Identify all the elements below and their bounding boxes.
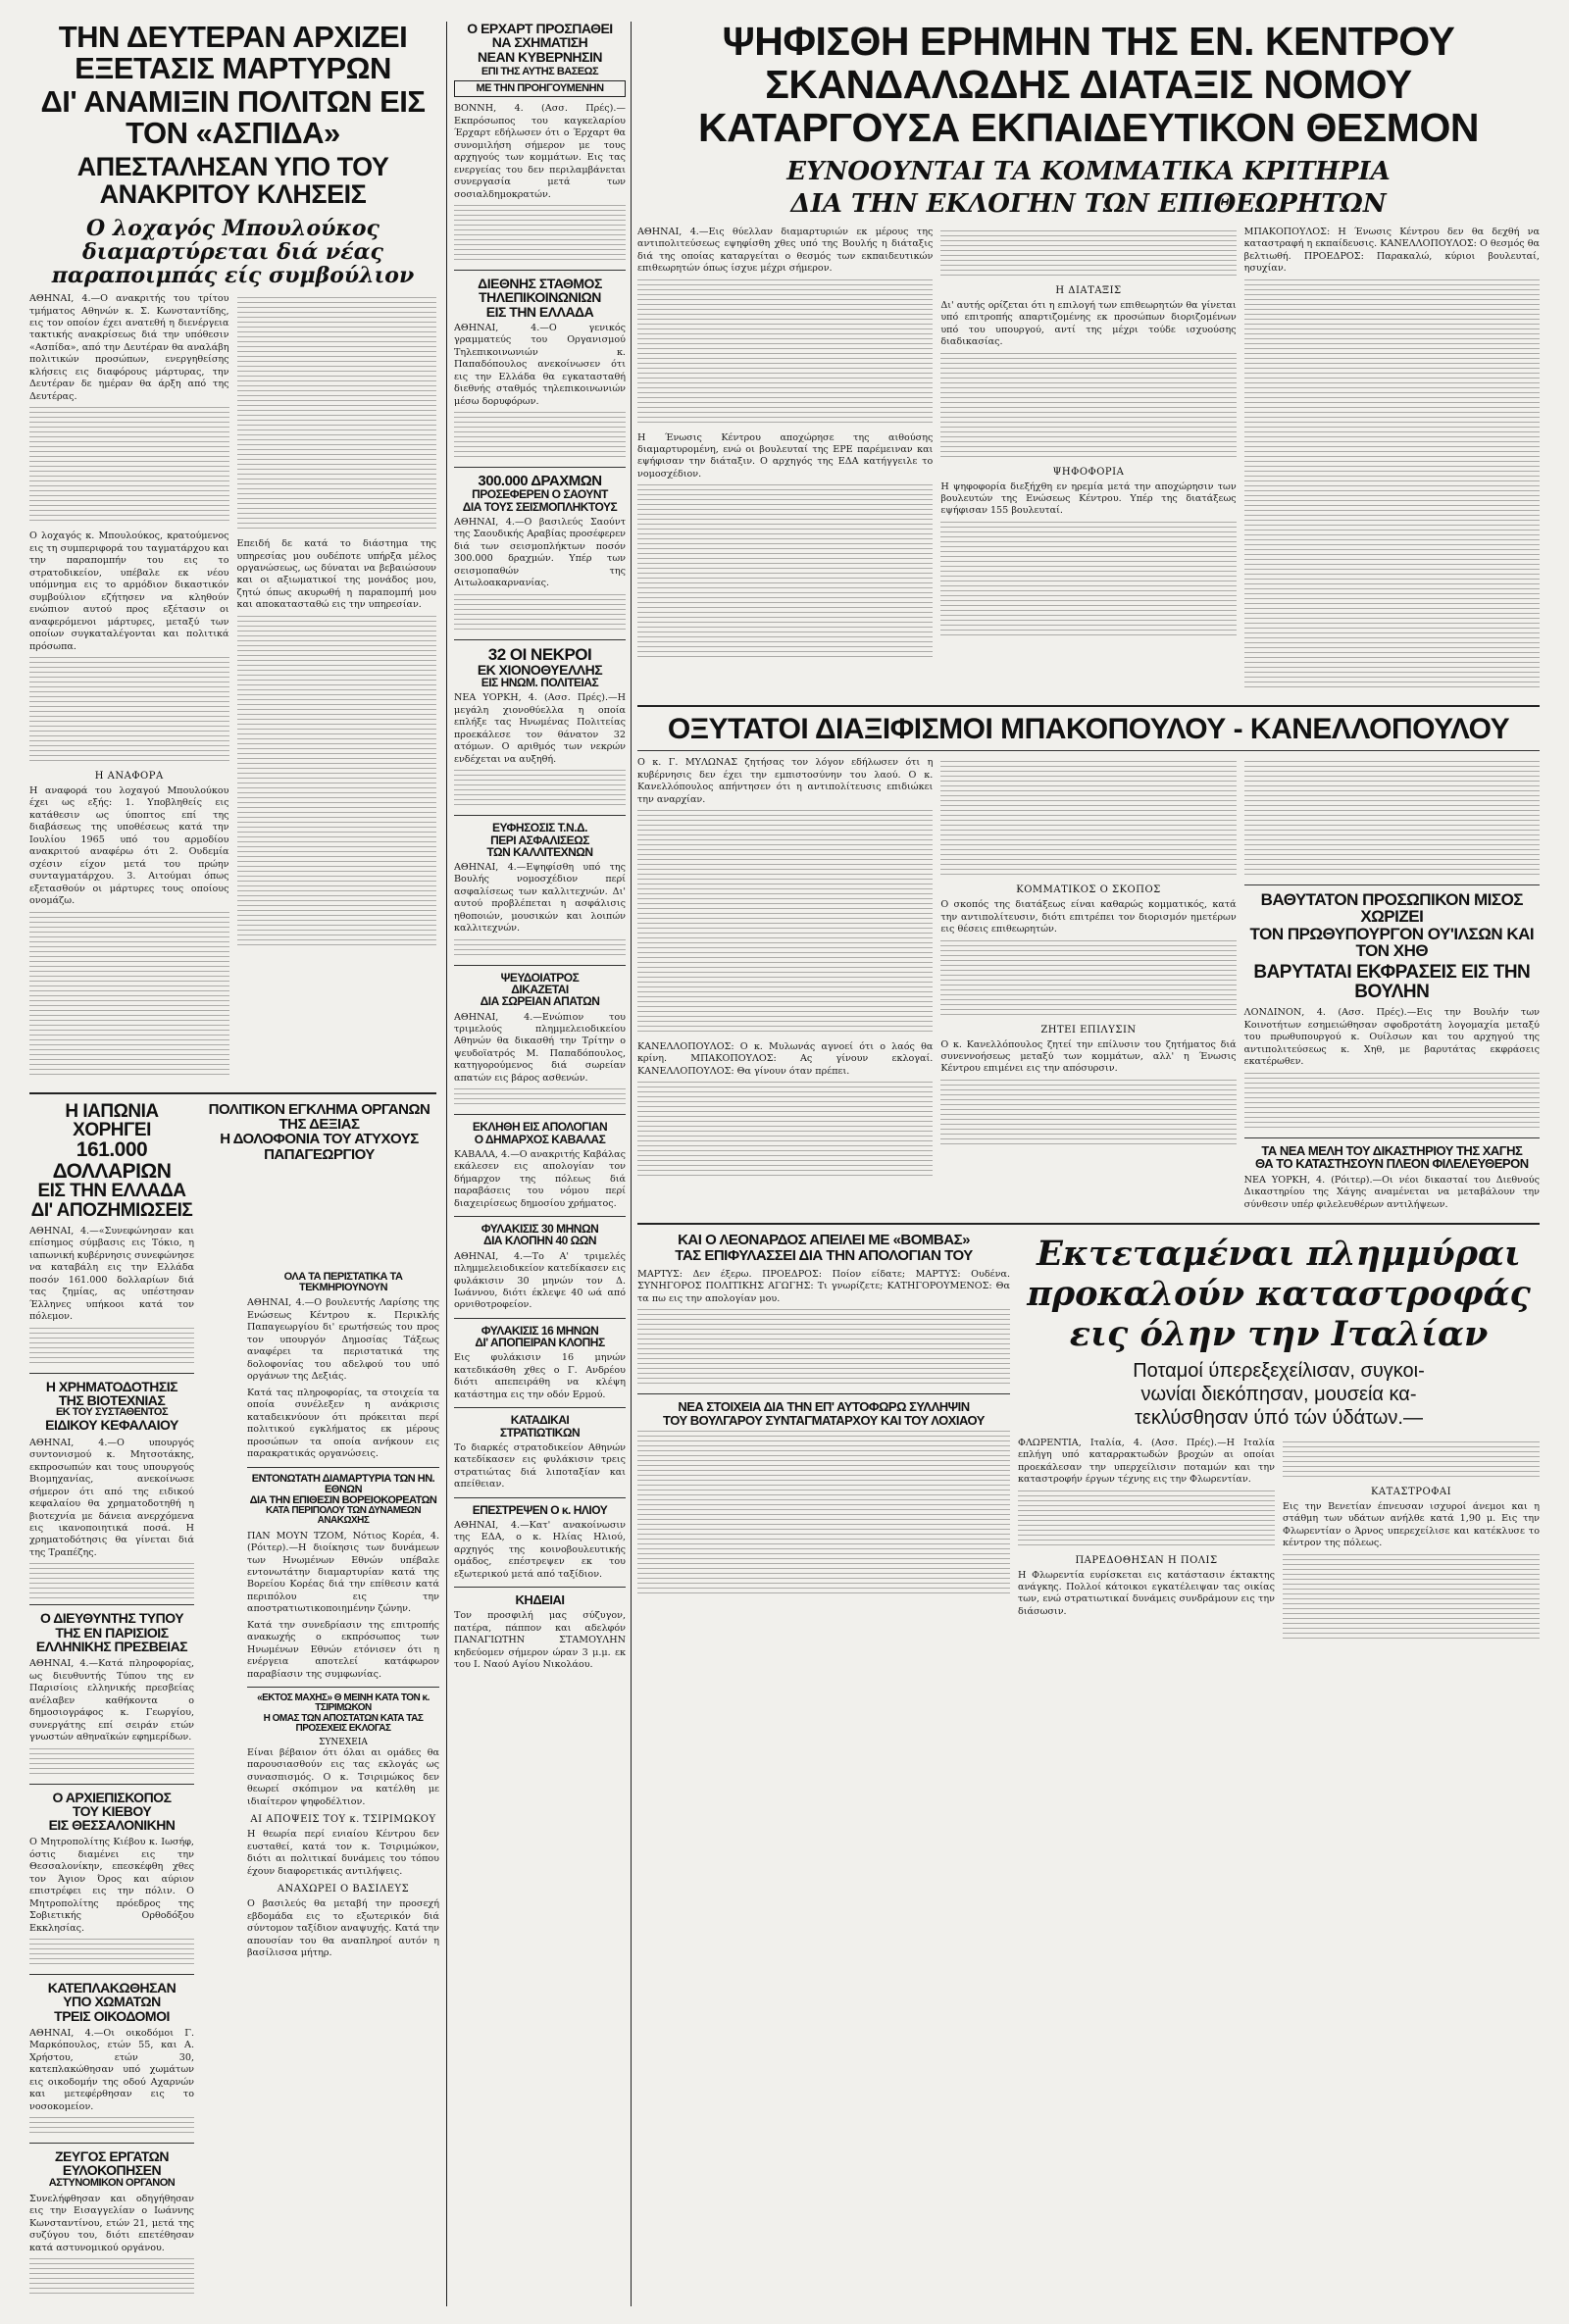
text-filler — [454, 939, 626, 959]
text-filler — [1244, 1073, 1540, 1132]
paragraph: Είναι βέβαιον ότι όλαι αι ομάδες θα παρουσιασθούν εις τας εκλογάς ως συνασπισμός. Ο κ. Τσιριμώκος δεν θεωρεί σκόπιμον να κατέλθη με ιδιαίτερον ψηφοδέλτιον. — [247, 1746, 439, 1807]
headline-saud-1: 300.000 ΔΡΑΧΜΩΝ — [478, 473, 602, 490]
text-filler — [637, 279, 933, 427]
headline-couple-3: ΑΣΤΥΝΟΜΙΚΟΝ ΟΡΓΑΝΟΝ — [48, 2176, 176, 2189]
headline-japan-2: 161.000 ΔΟΛΛΑΡΙΩΝ — [52, 1138, 172, 1183]
headline-mayor-1: ΕΚΛΗΘΗ ΕΙΣ ΑΠΟΛΟΓΙΑΝ — [472, 1120, 608, 1135]
paragraph: Επειδή δε κατά το διάστημα της υπηρεσίας μου ουδέποτε υπήρξα μέλος οργανώσεως, ως δύναται να βεβαιώσουν και οι αξιωματικοί της μονάδος μου, ζητώ όπως ακυρωθή η παραπομπή μου και αποκατασταθώ εις την υπηρεσίαν. — [236, 538, 436, 611]
paragraph: Ο κ. Κανελλόπουλος ζητεί την επίλυσιν του ζητήματος διά συνεννοήσεως μεταξύ των κομμάτων, αλλ' η Ένωσις Κέντρου επιμένει εις την απόσυρσιν. — [940, 1038, 1237, 1075]
headline-mayor-2: Ο ΔΗΜΑΡΧΟΣ ΚΑΒΑΛΑΣ — [474, 1132, 606, 1146]
text-filler — [454, 1088, 626, 1108]
paragraph: Εις φυλάκισιν 16 μηνών κατεδικάσθη χθες ο Γ. Ανδρέου διότι απεπειράθη να κλέψη κατάστημα εις την οδόν Ερμού. — [454, 1352, 626, 1400]
headline-iliou: ΕΠΕΣΤΡΕΨΕΝ Ο κ. ΗΛΙΟΥ — [472, 1502, 608, 1517]
paragraph: ΑΘΗΝΑΙ, 4.—Κατά πληροφορίας, ως διευθυντής Τύπου της εν Παρισίοις ελληνικής πρεσβείας ανέλαβεν καθήκοντα ο δημοσιογράφος κ. Γεωργίου, συνεργάτης επί σειράν ετών γνωστών αθηναϊκών εφημερίδων. — [29, 1658, 194, 1743]
paragraph: Ο κ. Γ. ΜΥΛΩΝΑΣ ζητήσας τον λόγον εδήλωσεν ότι η κυβέρνησις δεν έχει την εμπιστοσύνην του λαού. Ο κ. Κανελλόπουλος απήντησεν ότι η αντιπολίτευσις επιδιώκει την αναρχίαν. — [637, 757, 934, 805]
divider — [1244, 884, 1540, 885]
paragraph: ΑΘΗΝΑΙ, 4.—«Συνεφώνησαν και επίσημος σύμβασις εις Τόκιο, η ιαπωνική κυβέρνησις συνεφώνησε να καταβάλη εις την Ελλάδα ποσόν 161.000 δολλαρίων διά τας ζημίας, ας υπέστησαν Έλληνες υπήκοοι κατά τον πόλεμον. — [29, 1225, 194, 1323]
headline-japan-3: ΕΙΣ ΤΗΝ ΕΛΛΑΔΑ — [37, 1181, 186, 1202]
headline-kiev-1: Ο ΑΡΧΙΕΠΙΣΚΟΠΟΣ — [52, 1789, 172, 1805]
paragraph: Συνελήφθησαν και οδηγήθησαν εις την Εισαγγελίαν ο Ιωάννης Κωνσταντίνου, ετών 21, μετά της συζύγου του, διότι επετέθησαν κατά αστυνομικού οργάνου. — [29, 2193, 194, 2253]
text-filler — [940, 761, 1236, 879]
headline-clashes: ΟΞΥΤΑΤΟΙ ΔΙΑΞΙΦΙΣΜΟΙ ΜΠΑΚΟΠΟΥΛΟΥ - ΚΑΝΕΛΛΟΠΟΥΛΟΥ — [667, 712, 1510, 745]
paragraph: ΦΛΩΡΕΝΤΙΑ, Ιταλία, 4. (Ασσ. Πρές).—Η Ιταλία επλήγη υπό καταρρακτωδών βροχών αι οποίαι προεκάλεσαν την υπερχείλισιν ποταμών και την καταστροφήν έργων τέχνης εις την Φλωρεντίαν. — [1018, 1437, 1275, 1486]
headline-fake-doctor-2: ΔΙΚΑΖΕΤΑΙ — [511, 983, 569, 997]
subhead-italy-line: τεκλύσθησαν ύπό τών ύδάτων.— — [1135, 1406, 1423, 1429]
text-filler — [637, 1431, 1010, 1597]
headline-fake-doctor-3: ΔΙΑ ΣΩΡΕΙΑΝ ΑΠΑΤΩΝ — [480, 994, 600, 1009]
text-filler — [637, 810, 933, 1036]
headline-bulgarian-1: ΝΕΑ ΣΤΟΙΧΕΙΑ ΔΙΑ ΤΗΝ ΕΠ' ΑΥΤΟΦΩΡΩ ΣΥΛΛΗΨΙΝ — [678, 1399, 970, 1415]
headline-dead-3: ΕΙΣ ΗΝΩΜ. ΠΟΛΙΤΕΙΑΣ — [481, 676, 599, 690]
paragraph: ΜΑΡΤΥΣ: Δεν έξερω. ΠΡΟΕΔΡΟΣ: Ποίον είδατε; ΜΑΡΤΥΣ: Ουδένα. ΣΥΝΗΓΟΡΟΣ ΠΟΛΙΤΙΚΗΣ ΑΓΩΓΗΣ: Τι γνωρίζετε; ΚΑΤΗΓΟΡΟΥΜΕΝΟΣ: Θα τα πω εις την απολογίαν μου. — [637, 1269, 1010, 1304]
headline-builders-1: ΚΑΤΕΠΛΑΚΩΘΗΣΑΝ — [47, 1980, 177, 1996]
headline-fake-doctor-1: ΨΕΥΔΟΙΑΤΡΟΣ — [500, 970, 580, 985]
headline-artists-1: ΕΥΦΗΣΟΣΙΣ Τ.Ν.Δ. — [492, 821, 587, 835]
paragraph: Η ψηφοφορία διεξήχθη εν ηρεμία μετά την αποχώρησιν των βουλευτών της Ενώσεως Κέντρου. Υπέρ της διατάξεως εψήφισαν 155 βουλευταί. — [940, 480, 1237, 517]
divider — [454, 965, 626, 966]
text-filler — [29, 657, 229, 765]
headline-korea-1: ΕΝΤΟΝΩΤΑΤΗ ΔΙΑΜΑΡΤΥΡΙΑ ΤΩΝ ΗΝ. ΕΘΝΩΝ — [251, 1472, 435, 1495]
headline-telecom-1: ΔΙΕΘΝΗΣ ΣΤΑΘΜΟΣ — [478, 275, 602, 291]
label-continued: ΣΥΝΕΧΕΙΑ — [319, 1737, 368, 1747]
text-filler — [940, 1080, 1236, 1148]
paragraph: ΑΘΗΝΑΙ, 4.—Ενώπιον του τριμελούς πλημμελειοδικείου Αθηνών θα δικασθή την Τρίτην ο ψευδοϊατρός Μ. Παπαδόπουλος, κατηγορούμενος διά σωρείαν απατών εις βάρος ασθενών. — [454, 1011, 626, 1084]
text-filler — [1244, 761, 1540, 879]
headline-artists-2: ΠΕΡΙ ΑΣΦΑΛΙΣΕΩΣ — [490, 833, 589, 847]
divider — [454, 639, 626, 640]
subhead-education-1: ΕΥΝΟΟΥΝΤΑΙ ΤΑ ΚΟΜΜΑΤΙΚΑ ΚΡΙΤΗΡΙΑ — [786, 157, 1391, 187]
text-filler — [940, 940, 1236, 1019]
paragraph: Το διαρκές στρατοδικείον Αθηνών κατεδίκασεν εις φυλάκισιν τρεις στρατιώτας διά λιποταξίαν και απείθειαν. — [454, 1441, 626, 1490]
lower-politics-block — [247, 1272, 439, 2306]
divider — [637, 1223, 1540, 1225]
headline-telecom-3: ΕΙΣ ΤΗΝ ΕΛΛΑΔΑ — [485, 303, 594, 320]
article-education-body — [637, 227, 1540, 697]
text-filler — [637, 1082, 933, 1180]
divider — [29, 1092, 436, 1094]
paragraph: Η αναφορά του λοχαγού Μπουλούκου έχει ως εξής: 1. Υποβληθείς εις κατάθεσιν ως ύποπτος επί της διαβάσεως της υποθέσεως κατά την Ιουλίου 1965 υπό του αρμοδίου ανακριτού αναφέρω ότι 2. Ουδεμία σχέσιν είχον μετά του πρώην συνταγματάρχου. 3. Αιτούμαι όπως εξετασθούν οι μάρτυρες τους οποίους ονομάζω. — [29, 784, 229, 907]
section-label-paredothi: ΠΑΡΕΔΟΘΗΣΑΝ Η ΠΟΛΙΣ — [1075, 1554, 1218, 1566]
divider — [454, 815, 626, 816]
text-filler — [454, 412, 626, 461]
section-label-psifoforia: ΨΗΦΟΦΟΡΙΑ — [1052, 466, 1125, 478]
text-filler — [29, 2258, 194, 2298]
paragraph: Δι' αυτής ορίζεται ότι η επιλογή των επιθεωρητών θα γίνεται υπό επιτροπής απαρτιζομένης εκ προσώπων διοριζομένων υπό του υπουργού, αντί της μέχρι τούδε ισχυούσης διαδικασίας. — [940, 299, 1237, 348]
paragraph: ΑΘΗΝΑΙ, 4.—Οι οικοδόμοι Γ. Μαρκόπουλος, ετών 55, και Α. Χρήστου, ετών 30, κατεπλακώθησαν υπό χωμάτων εις οικοδομήν της οδού Αχαρνών και μετεφέρθησαν εις το νοσοκομείον. — [29, 2027, 194, 2112]
paragraph: Η Ένωσις Κέντρου αποχώρησε της αιθούσης διαμαρτυρομένη, ενώ οι βουλευταί της ΕΡΕ παρέμειναν και εψήφισαν την διάταξιν. Ο αρχηγός της ΕΔΑ κατήγγειλε το νομοσχέδιον. — [637, 431, 934, 480]
subhead-italy-line: νωνίαι διεκόπησαν, μουσεία κα- — [1140, 1383, 1417, 1405]
headline-press-1: Ο ΔΙΕΥΘΥΝΤΗΣ ΤΥΠΟΥ — [39, 1610, 184, 1627]
headline-eggs-2: ΔΙΑ ΚΛΟΠΗΝ 40 ΩΩΝ — [482, 1234, 597, 1248]
paragraph: ΜΠΑΚΟΠΟΥΛΟΣ: Η Ένωσις Κέντρου δεν θα δεχθή να καταστραφή η εκπαίδευσις. ΚΑΝΕΛΛΟΠΟΥΛΟΣ: Ο θεσμός θα βελτιωθή. ΠΡΟΕΔΡΟΣ: Παρακαλώ, κύριοι βουλευταί, ησυχίαν. — [1243, 226, 1540, 275]
headline-press-2: ΤΗΣ ΕΝ ΠΑΡΙΣΙΟΙΣ — [55, 1624, 169, 1641]
headline-couple-1: ΖΕΥΓΟΣ ΕΡΓΑΤΩΝ — [55, 2148, 169, 2165]
headline-erhard-1: Ο ΕΡΧΑΡΤ ΠΡΟΣΠΑΘΕΙ — [467, 22, 613, 36]
divider — [637, 1393, 1010, 1394]
column-right — [637, 22, 1540, 2306]
text-filler — [1018, 1490, 1275, 1549]
headline-aspida-3: ΑΠΕΣΤΑΛΗΣΑΝ ΥΠΟ ΤΟΥ ΑΝΑΚΡΙΤΟΥ ΚΛΗΣΕΙΣ — [76, 152, 389, 209]
paragraph: Κατά τας πληροφορίας, τα στοιχεία τα οποία συνέλεξεν η ανάκρισις καταδεικνύουν ότι πρόκειται περί πολιτικού εγκλήματος εκ μέρους προσώπων τα οποία ανήκουν εις παρακρατικάς οργανώσεις. — [247, 1387, 439, 1460]
section-label-diataxis: Η ΔΙΑΤΑΞΙΣ — [1055, 284, 1122, 296]
headline-korea-3: ΚΑΤΑ ΠΕΡΙΠΟΛΟΥ ΤΩΝ ΔΥΝΑΜΕΩΝ ΑΝΑΚΩΧΗΣ — [265, 1505, 422, 1527]
section-label-anafora: Η ΑΝΑΦΟΡΑ — [94, 770, 164, 782]
headline-funerals: ΚΗΔΕΙΑΙ — [515, 1592, 565, 1608]
headline-viotexnia-3: ΕΚ ΤΟΥ ΣΥΣΤΑΘΕΝΤΟΣ — [55, 1406, 169, 1419]
headline-dead-1: 32 ΟΙ ΝΕΚΡΟΙ — [487, 644, 592, 664]
headline-artists-3: ΤΩΝ ΚΑΛΛΙΤΕΧΝΩΝ — [486, 844, 593, 859]
divider — [29, 1604, 194, 1605]
headline-italy-1: Εκτεταμέναι πλημμύραι — [1037, 1234, 1521, 1275]
article-aspida-body — [29, 293, 436, 1085]
headline-hague-1: ΤΑ ΝΕΑ ΜΕΛΗ ΤΟΥ ΔΙΚΑΣΤΗΡΙΟΥ ΤΗΣ ΧΑΓΗΣ — [1261, 1142, 1523, 1158]
paragraph: ΚΑΝΕΛΛΟΠΟΥΛΟΣ: Ο κ. Μυλωνάς αγνοεί ότι ο λαός θα κρίνη. ΜΠΑΚΟΠΟΥΛΟΣ: Ας γίνουν εκλογαί. ΚΑΝΕΛΛΟΠΟΥΛΟΣ: Θα γίνουν όταν πρέπει. — [637, 1040, 934, 1077]
headline-couple-2: ΕΥΛΟΚΟΠΗΣΕΝ — [62, 2162, 162, 2179]
headline-bulgarian-2: ΤΟΥ ΒΟΥΛΓΑΡΟΥ ΣΥΝΤΑΓΜΑΤΑΡΧΟΥ ΚΑΙ ΤΟΥ ΛΟΧΙΑΟΥ — [663, 1412, 985, 1428]
headline-papageorgiou-3: ΟΛΑ ΤΑ ΠΕΡΙΣΤΑΤΙΚΑ ΤΑ ΤΕΚΜΗΡΙΟΥΝΟΥΝ — [283, 1272, 403, 1294]
paragraph: ΝΕΑ ΥΟΡΚΗ, 4. (Ρόιτερ).—Οι νέοι δικασταί του Διεθνούς Δικαστηρίου της Χάγης αναμένεται να μεταβάλουν την σύνθεσιν υπέρ φιλελευθέρων αντιλήψεων. — [1243, 1175, 1540, 1210]
headline-tsirimokos-1: «ΕΚΤΟΣ ΜΑΧΗΣ» Θ ΜΕΙΝΗ ΚΑΤΑ ΤΟΝ κ. ΤΣΙΡΙΜΩΚΟΝ — [257, 1692, 430, 1714]
divider — [454, 467, 626, 468]
headline-theft-2: ΔΙ' ΑΠΟΠΕΙΡΑΝ ΚΛΟΠΗΣ — [475, 1336, 605, 1350]
divider — [454, 270, 626, 271]
paragraph: Εις την Βενετίαν έπνευσαν ισχυροί άνεμοι και η στάθμη των υδάτων ανήλθε κατά 1,90 μ. Εις την Φλωρεντίαν ο Άρνος υπερεχείλισε και κατέκλυσε το κέντρον της πόλεως. — [1283, 1500, 1540, 1549]
article-clashes-body — [637, 757, 1540, 1215]
divider — [454, 1216, 626, 1217]
headline-saud-3: ΔΙΑ ΤΟΥΣ ΣΕΙΣΜΟΠΛΗΚΤΟΥΣ — [462, 499, 618, 514]
paragraph: ΒΟΝΝΗ, 4. (Ασσ. Πρές).—Εκπρόσωπος του καγκελαρίου Έρχαρτ εδήλωσεν ότι ο Έρχαρτ θα συνομιλήση σήμερον με τους αρχηγούς των κομμάτων. Εις τας ενεργείας του δεν περιλαμβάνεται συνεργασία μετά των σοσιαλδημοκρατών. — [454, 103, 626, 200]
paragraph: Ο Μητροπολίτης Κιέβου κ. Ιωσήφ, όστις διαμένει εις την Θεσσαλονίκην, επεσκέφθη χθες τον Άγιον Όρος και αύριον επιστρέφει εις την πόλιν. Ο Μητροπολίτης πρόεδρος της Σοβιετικής Ορθοδόξου Εκκλησίας. — [29, 1837, 194, 1934]
divider — [29, 1373, 194, 1374]
paragraph: ΚΑΒΑΛΑ, 4.—Ο ανακριτής Καβάλας εκάλεσεν εις απολογίαν τον δήμαρχον της πόλεως διά παραβάσεις του νόμου περί διαχειρίσεως δημοσίου χρήματος. — [454, 1148, 626, 1209]
headline-education-1: ΨΗΦΙΣΘΗ ΕΡΗΜΗΝ ΤΗΣ ΕΝ. ΚΕΝΤΡΟΥ — [722, 22, 1455, 64]
text-filler — [1283, 1554, 1540, 1642]
paragraph: ΑΘΗΝΑΙ, 4.—Ο βασιλεύς Σαούντ της Σαουδικής Αραβίας προσέφερεν διά των σεισμοπλήκτων ποσόν 300.000 δραχμών. Υπέρ των σεισμοπαθών της Αιτωλοακαρνανίας. — [454, 516, 626, 589]
headline-eggs-1: ΦΥΛΑΚΙΣΙΣ 30 ΜΗΝΩΝ — [481, 1222, 599, 1237]
paragraph: Η Φλωρεντία ευρίσκεται εις κατάστασιν έκτακτης ανάγκης. Πολλοί κάτοικοι εγκατέλειψαν τας οικίας των, ενώ στρατιωτικαί δυνάμεις συνδράμουν εις την διάσωσιν. — [1018, 1569, 1275, 1617]
headline-leonardos-1: ΚΑΙ Ο ΛΕΟΝΑΡΔΟΣ ΑΠΕΙΛΕΙ ΜΕ «ΒΟΜΒΑΣ» — [678, 1232, 970, 1249]
headline-military-1: ΚΑΤΑΔΙΚΑΙ — [510, 1413, 570, 1428]
text-filler — [940, 230, 1236, 279]
divider — [29, 2143, 194, 2144]
text-filler — [637, 484, 933, 661]
headline-erhard-4: ΕΠΙ ΤΗΣ ΑΥΤΗΣ ΒΑΣΕΩΣ — [481, 65, 599, 77]
headline-viotexnia-4: ΕΙΔΙΚΟΥ ΚΕΦΑΛΑΙΟΥ — [45, 1417, 178, 1434]
paragraph: ΑΘΗΝΑΙ, 4.—Εψηφίσθη υπό της Βουλής νομοσχέδιον περί ασφαλίσεως των καλλιτεχνών. Δι' αυτού προβλέπεται η ασφάλισις ηθοποιών, μουσικών και λοιπών καλλιτεχνών. — [454, 861, 626, 935]
text-filler — [29, 2117, 194, 2137]
divider — [1244, 1137, 1540, 1138]
headline-wilson-3: ΒΑΡΥΤΑΤΑΙ ΕΚΦΡΑΣΕΙΣ ΕΙΣ ΤΗΝ ΒΟΥΛΗΝ — [1253, 962, 1531, 1002]
paragraph: Ο βασιλεύς θα μεταβή την προσεχή εβδομάδα εις το εξωτερικόν διά σύντομον ταξίδιον αναψυχής. Κατά την απουσίαν του θα αναπληροί αυτόν η βασίλισσα μήτηρ. — [247, 1898, 439, 1959]
headline-aspida-2: ΔΙ' ΑΝΑΜΙΞΙΝ ΠΟΛΙΤΩΝ ΕΙΣ ΤΟΝ «ΑΣΠΙΔΑ» — [40, 84, 426, 150]
divider — [454, 1114, 626, 1115]
section-label-skopos: ΚΟΜΜΑΤΙΚΟΣ Ο ΣΚΟΠΟΣ — [1016, 884, 1161, 896]
headline-military-2: ΣΤΡΑΤΙΩΤΙΚΩΝ — [499, 1425, 581, 1440]
text-filler — [237, 616, 437, 949]
subhead-boulloukos: Ο λοχαγός Μπουλούκος διαμαρτύρεται διά νέας παραποιμπάς είς συμβούλιον — [51, 215, 415, 288]
headline-dead-2: ΕΚ ΧΙΟΝΟΘΥΕΛΛΗΣ — [477, 661, 603, 678]
text-filler — [637, 1309, 1010, 1388]
newspaper-page — [29, 22, 1540, 2306]
paragraph: ΝΕΑ ΥΟΡΚΗ, 4. (Ασσ. Πρές).—Η μεγάλη χιονοθύελλα η οποία επλήξε τας Ηνωμένας Πολιτείας προεκάλεσε τον θάνατον 32 ατόμων. Ο αριθμός των νεκρών ενδέχεται να αυξηθή. — [454, 692, 626, 765]
headline-papageorgiou-2: Η ΔΟΛΟΦΟΝΙΑ ΤΟΥ ΑΤΥΧΟΥΣ ΠΑΠΑΓΕΩΡΓΙΟΥ — [220, 1131, 419, 1163]
paragraph: Κατά την συνεδρίασιν της επιτροπής ανακωχής ο εκπρόσωπος των Ηνωμένων Εθνών ετόνισεν ότι η ενέργεια αποτελεί κατάφωρον παραβίασιν της συμφωνίας. — [247, 1619, 439, 1680]
section-label-epilysi: ΖΗΤΕΙ ΕΠΙΛΥΣΙΝ — [1040, 1024, 1137, 1036]
paragraph: ΛΟΝΔΙΝΟΝ, 4. (Ασσ. Πρές).—Εις την Βουλήν των Κοινοτήτων εσημειώθησαν σφοδροτάτη λογομαχία μεταξύ του πρωθυπουργού κ. Ουίλσων και του αρχηγού της αντιπολιτεύσεως κ. Χηθ, με βαρυτάτας εκφράσεις εκατέρωθεν. — [1243, 1007, 1540, 1068]
section-label-katastrofes: ΚΑΤΑΣΤΡΟΦΑΙ — [1370, 1486, 1452, 1497]
headline-kiev-2: ΤΟΥ ΚΙΕΒΟΥ — [72, 1802, 152, 1819]
headline-hague-2: ΘΑ ΤΟ ΚΑΤΑΣΤΗΣΟΥΝ ΠΛΕΟΝ ΦΙΛΕΛΕΥΘΕΡΟΝ — [1255, 1155, 1529, 1171]
headline-japan-1: Η ΙΑΠΩΝΙΑ ΧΟΡΗΓΕΙ — [65, 1100, 159, 1141]
section-label-apopsis: ΑΙ ΑΠΟΨΕΙΣ ΤΟΥ κ. ΤΣΙΡΙΜΩΚΟΥ — [250, 1814, 436, 1826]
headline-papageorgiou-1: ΠΟΛΙΤΙΚΟΝ ΕΓΚΛΗΜΑ ΟΡΓΑΝΩΝ ΤΗΣ ΔΕΞΙΑΣ — [208, 1100, 430, 1133]
text-filler — [29, 912, 229, 1079]
headline-theft-1: ΦΥΛΑΚΙΣΙΣ 16 ΜΗΝΩΝ — [481, 1323, 599, 1338]
headline-erhard-3: ΝΕΑΝ ΚΥΒΕΡΝΗΣΙΝ — [478, 48, 602, 65]
text-filler — [454, 205, 626, 264]
section-label-vasilefs: ΑΝΑΧΩΡΕΙ Ο ΒΑΣΙΛΕΥΣ — [277, 1884, 410, 1895]
headline-saud-2: ΠΡΟΣΕΦΕΡΕΝ Ο ΣΑΟΥΝΤ — [472, 487, 608, 502]
headline-japan-4: ΔΙ' ΑΠΟΖΗΜΙΩΣΕΙΣ — [30, 1199, 193, 1221]
lower-right-block — [637, 1233, 1540, 1647]
headline-telecom-2: ΤΗΛΕΠΙΚΟΙΝΩΝΙΩΝ — [479, 289, 601, 306]
text-filler — [29, 1328, 194, 1367]
headline-erhard-5: ΜΕ ΤΗΝ ΠΡΟΗΓΟΥΜΕΝΗΝ — [454, 80, 626, 97]
paragraph: Τον προσφιλή μας σύζυγον, πατέρα, πάππον και αδελφόν ΠΑΝΑΓΙΩΤΗΝ ΣΤΑΜΟΥΛΗΝ κηδεύομεν σήμερον ώραν 3 μ.μ. εκ του Ι. Ναού Αγίου Νικολάου. — [454, 1610, 626, 1671]
headline-education-2: ΣΚΑΝΔΑΛΩΔΗΣ ΔΙΑΤΑΞΙΣ ΝΟΜΟΥ — [765, 61, 1412, 107]
headline-builders-3: ΤΡΕΙΣ ΟΙΚΟΔΟΜΟΙ — [54, 2007, 170, 2024]
subhead-italy — [1018, 1359, 1540, 1430]
divider — [29, 1784, 194, 1785]
headline-kiev-3: ΕΙΣ ΘΕΣΣΑΛΟΝΙΚΗΝ — [48, 1817, 176, 1834]
text-filler — [454, 770, 626, 809]
headline-leonardos-2: ΤΑΣ ΕΠΙΦΥΛΑΣΣΕΙ ΔΙΑ ΤΗΝ ΑΠΟΛΟΓΙΑΝ ΤΟΥ — [675, 1246, 973, 1264]
headline-korea-2: ΔΙΑ ΤΗΝ ΕΠΙΘΕΣΙΝ ΒΟΡΕΙΟΚΟΡΕΑΤΩΝ — [249, 1493, 437, 1506]
text-filler — [29, 1563, 194, 1598]
text-filler — [940, 522, 1236, 639]
headline-press-3: ΕΛΛΗΝΙΚΗΣ ΠΡΕΣΒΕΙΑΣ — [35, 1638, 188, 1654]
divider — [637, 750, 1540, 751]
headline-builders-2: ΥΠΟ ΧΩΜΑΤΩΝ — [63, 1994, 161, 2010]
text-filler — [237, 297, 437, 532]
headline-viotexnia-1: Η ΧΡΗΜΑΤΟΔΟΤΗΣΙΣ — [45, 1378, 178, 1394]
article-italy-body — [1018, 1438, 1540, 1648]
headline-erhard-2: ΝΑ ΣΧΗΜΑΤΙΣΗ — [491, 34, 588, 51]
divider — [637, 705, 1540, 707]
paragraph: ΑΘΗΝΑΙ, 4.—Εις θύελλαν διαμαρτυριών εκ μέρους της αντιπολιτεύσεως εψηφίσθη χθες υπό της Βουλής η διάταξις διά της οποίας καταργείται ο θεσμός των εκπαιδευτικών επιθεωρητών όπως ίσχυε μέχρι σήμερον. — [637, 226, 934, 275]
divider — [29, 1974, 194, 1975]
column-rule — [631, 22, 632, 2306]
text-filler — [29, 1748, 194, 1778]
paragraph: ΑΘΗΝΑΙ, 4.—Το Α' τριμελές πλημμελειοδικείον κατεδίκασεν εις φυλάκισιν 30 μηνών τον Δ. Ιωάννου, διότι έκλεψε 40 ωά από ορνιθοτροφείον. — [454, 1250, 626, 1311]
headline-viotexnia-2: ΤΗΣ ΒΙΟΤΕΧΝΙΑΣ — [58, 1391, 166, 1408]
paragraph: ΑΘΗΝΑΙ, 4.—Ο βουλευτής Λαρίσης της Ενώσεως Κέντρου κ. Περικλής Παπαγεωργίου δι' ερωτήσεώς του προς τον υπουργόν Δημοσίας Τάξεως αναφέρει τα περιστατικά της δολοφονίας του αδελφού του υπό οργάνων της Δεξιάς. — [247, 1297, 439, 1383]
headline-italy-2: προκαλούν καταστροφάς — [1027, 1274, 1531, 1315]
text-filler — [1244, 279, 1540, 691]
headline-education-3: ΚΑΤΑΡΓΟΥΣΑ ΕΚΠΑΙΔΕΥΤΙΚΟΝ ΘΕΣΜΟΝ — [698, 104, 1479, 150]
paragraph: Ο σκοπός της διατάξεως είναι καθαρώς κομματικός, κατά την αντιπολίτευσιν, διότι επιτρέπει τον διορισμόν ημετέρων εις θέσεις επιθεωρητών. — [940, 899, 1237, 935]
paragraph: ΑΘΗΝΑΙ, 4.—Κατ' ανακοίνωσιν της ΕΔΑ, ο κ. Ηλίας Ηλιού, αρχηγός της κοινοβουλευτικής ομάδος, επέστρεψεν εκ του εξωτερικού μετά από ταξίδιον. — [454, 1519, 626, 1580]
paragraph: ΑΘΗΝΑΙ, 4.—Ο ανακριτής του τρίτου τμήματος Αθηνών κ. Σ. Κωνσταντίδης, εις τον οποίον έχει ανατεθή η διενέργεια τακτικής ανακρίσεως διά την υπόθεσιν «Ασπίδα», από την Δευτέραν θα αναλάβη πολιτικών προσώπων, ενεργηθείσης κλήσεις εις διαφόρους μάρτυρας, την Δευτέραν δε ημέραν θα άρξη από της Δευτέρας. — [29, 293, 229, 402]
divider — [247, 1467, 439, 1468]
paragraph: ΠΑΝ ΜΟΥΝ ΤΖΟΜ, Νότιος Κορέα, 4. (Ρόιτερ).—Η διοίκησις των δυνάμεων των Ηνωμένων Εθνών υπέβαλε εντονωτάτην διαμαρτυρίαν κατά της Βορείου Κορέας διά την επίθεσιν κατά περιπόλου εις την αποστρατιωτικοποιημένην ζώνην. — [247, 1530, 439, 1615]
paragraph: ΑΘΗΝΑΙ, 4.—Ο υπουργός συντονισμού κ. Μητσοτάκης, εκπροσωπών και τους υπουργούς Βιομηχανίας, ανεκοίνωσε σήμερον ότι από της ειδικού κεφαλαίου θα χρηματοδοτηθή η βιοτεχνία με δάνεια ανερχόμενα εις ικανοποιητικά ποσά. Η χρηματοδότησις θα γίνεται διά της Τραπέζης. — [29, 1437, 194, 1558]
text-filler — [29, 407, 229, 525]
text-filler — [1283, 1441, 1540, 1481]
text-filler — [29, 1939, 194, 1968]
subhead-education-2: ΔΙΑ ΤΗΝ ΕΚΛΟΓΗΝ ΤΩΝ ΕΠΙΘΕΩΡΗΤΩΝ — [790, 189, 1387, 220]
paragraph: ΑΘΗΝΑΙ, 4.—Ο γενικός γραμματεύς του Οργανισμού Τηλεπικοινωνιών κ. Παπαδόπουλος ανεκοίνωσεν ότι εις την Ελλάδα θα εγκατασταθή διεθνής σταθμός τηλεπικοινωνιών μέσω δορυφόρων. — [454, 322, 626, 407]
headline-italy-3: εις όλην την Ιταλίαν — [1069, 1313, 1489, 1354]
text-filler — [940, 353, 1236, 461]
subhead-italy-line: Ποταμοί ύπερεξεχείλισαν, συγκοι- — [1133, 1359, 1425, 1382]
headline-wilson-2: ΤΟΝ ΠΡΩΘΥΠΟΥΡΓΟΝ ΟΥ'ΙΛΣΩΝ ΚΑΙ ΤΟΝ ΧΗΘ — [1249, 924, 1535, 961]
headline-wilson-1: ΒΑΘΥΤΑΤΟΝ ΠΡΟΣΩΠΙΚΟΝ ΜΙΣΟΣ ΧΩΡΙΖΕΙ — [1260, 890, 1524, 927]
headline-aspida-1: ΤΗΝ ΔΕΥΤΕΡΑΝ ΑΡΧΙΖΕΙ ΕΞΕΤΑΣΙΣ ΜΑΡΤΥΡΩΝ — [58, 22, 408, 85]
paragraph: Η θεωρία περί ενιαίου Κέντρου δεν ευσταθεί, κατά τον κ. Τσιριμώκον, διότι αι πολιτικαί δυνάμεις του τόπου έχουν διαφορετικάς αντιλήψεις. — [247, 1829, 439, 1877]
divider — [247, 1687, 439, 1688]
paragraph: Ο λοχαγός κ. Μπουλούκος, κρατούμενος εις τη συμπεριφορά του ταγματάρχου και την παραπομπήν του εις το στρατοδικείον, υπέβαλε εκ νέου υπόμνημα εις το αρμόδιον δικαστικόν συμβούλιον εζήτησεν να κληθούν ενώπιον αυτού προς εξέτασιν οι αναφερόμενοι μάρτυρες, μεταξύ των οποίων συγκαταλέγονται και πολιτικά πρόσωπα. — [29, 530, 229, 652]
text-filler — [454, 594, 626, 633]
headline-tsirimokos-2: Η ΟΜΑΣ ΤΩΝ ΑΠΟΣΤΑΤΩΝ ΚΑΤΑ ΤΑΣ ΠΡΟΣΕΧΕΙΣ ΕΚΛΟΓΑΣ — [263, 1712, 424, 1734]
